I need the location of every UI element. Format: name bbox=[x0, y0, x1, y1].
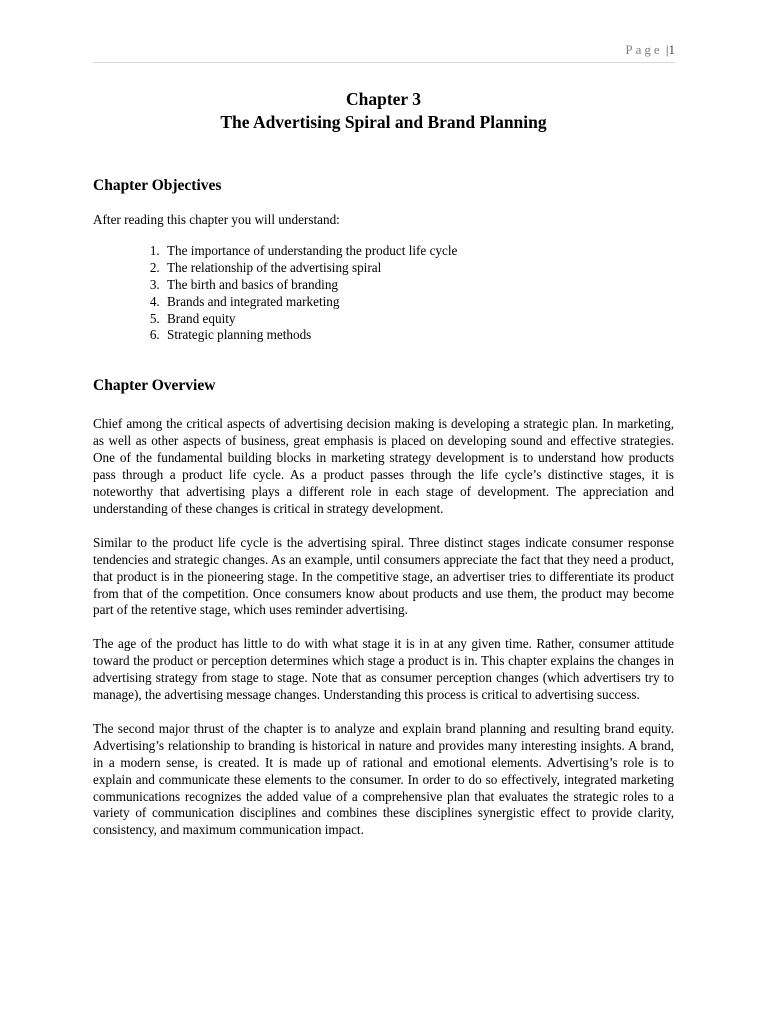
objectives-intro: After reading this chapter you will understand: bbox=[93, 212, 340, 227]
list-item: 5. Brand equity bbox=[163, 311, 674, 328]
page-label: Page bbox=[625, 42, 663, 57]
list-item: 6. Strategic planning methods bbox=[163, 327, 674, 344]
overview-heading: Chapter Overview bbox=[93, 377, 216, 395]
page-number: 1 bbox=[668, 42, 675, 57]
objectives-list bbox=[93, 243, 674, 344]
page-content bbox=[93, 88, 674, 839]
chapter-title: The Advertising Spiral and Brand Planning bbox=[220, 112, 547, 132]
objectives-heading: Chapter Objectives bbox=[93, 177, 222, 194]
list-item: 4. Brands and integrated marketing bbox=[163, 294, 674, 311]
overview-paragraph: The second major thrust of the chapter is to analyze and explain brand planning and resulting brand equity. Advertising’s relationship to branding is historical in nature and provides many interesting insights. A brand, in a modern sense, is created. It is made up of rational and emotional elements. Advertising’s role is to explain and communicate these elements to the consumer. In order to do so effectively, integrated marketing communications recognizes the added value of a comprehensive plan that evaluates the strategic roles to a variety of communication disciplines and combines these disciplines synergistic effect to provide clarity, consistency, and maximum communication impact. bbox=[93, 720, 674, 838]
overview-paragraph: Chief among the critical aspects of advertising decision making is developing a strategic plan. In marketing, as well as other aspects of business, great emphasis is placed on developing sound and effective strategies. One of the fundamental building blocks in marketing strategy development is to understand how products pass through a product life cycle. As a product passes through the life cycle’s distinctive stages, it is noteworthy that advertising plays a different role in each stage of development. The appreciation and understanding of these changes is critical in strategy development. bbox=[93, 416, 674, 516]
overview-paragraph: The age of the product has little to do with what stage it is in at any given time. Rather, consumer attitude toward the product or perception determines which stage a product is in. This chapter explains the changes in advertising strategy from stage to stage. Note that as consumer perception changes (which advertisers try to manage), the advertising message changes. Understanding this process is critical to advertising success. bbox=[93, 636, 674, 703]
page-header bbox=[93, 42, 675, 63]
page-separator: | bbox=[665, 42, 669, 57]
list-item: 3. The birth and basics of branding bbox=[163, 277, 674, 294]
list-item: 2. The relationship of the advertising spiral bbox=[163, 260, 674, 277]
list-item: 1. The importance of understanding the product life cycle bbox=[163, 243, 674, 260]
chapter-number: Chapter 3 bbox=[345, 89, 422, 109]
overview-paragraph: Similar to the product life cycle is the advertising spiral. Three distinct stages indicate consumer response tendencies and strategic changes. As an example, until consumers appreciate the fact that they need a product, that product is in the pioneering stage. In the competitive stage, an advertiser tries to differentiate its product from that of the competition. Once consumers know about products and use them, the product may become part of the retentive stage, which uses reminder advertising. bbox=[93, 534, 674, 618]
